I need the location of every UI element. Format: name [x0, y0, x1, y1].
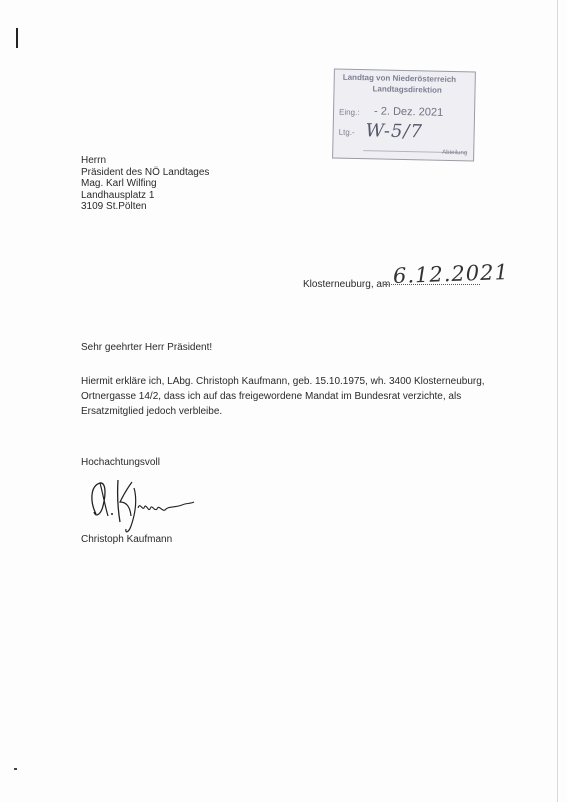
recipient-line: Landhausplatz 1	[81, 189, 155, 201]
stamp-ltg-label: Ltg.-	[338, 127, 355, 137]
handwritten-signature	[82, 472, 197, 536]
recipient-line: 3109 St.Pölten	[81, 201, 147, 212]
stamp-ltg-value: W-5/7	[365, 120, 424, 143]
stamp-footer: Abteilung	[442, 149, 468, 157]
recipient-line: Präsident des NÖ Landtages	[81, 166, 210, 178]
stamp-eing-value: - 2. Dez. 2021	[373, 105, 444, 119]
signer-name: Christoph Kaufmann	[81, 534, 173, 545]
scan-edge-mark	[16, 28, 18, 48]
stamp-line-2: Landtagsdirektion	[372, 84, 442, 95]
salutation: Sehr geehrter Herr Präsident!	[81, 342, 213, 353]
place-date-prefix: Klosterneuburg, am	[303, 279, 391, 290]
letter-body: Hiermit erkläre ich, LAbg. Christoph Kaufmann, geb. 15.10.1975, wh. 3400 Klosterneuburg, Ortnergasse 14/2, dass ich auf das freigewordene Mandat im Bundesrat verzichte, als Ersatzmitglied jedoch verbleibe.	[81, 376, 485, 417]
stamp-line-1: Landtag von Niederösterreich	[342, 72, 457, 85]
receipt-stamp	[332, 69, 476, 162]
page-edge	[557, 0, 558, 802]
closing: Hochachtungsvoll	[81, 457, 160, 468]
scan-dot-mark	[14, 768, 17, 770]
handwritten-date: 6.12.2021	[392, 259, 510, 289]
recipient-address	[81, 155, 209, 213]
stamp-eing-label: Eing.:	[338, 107, 360, 118]
recipient-line: Mag. Karl Wilfing	[81, 178, 157, 189]
recipient-line: Herrn	[81, 155, 107, 166]
